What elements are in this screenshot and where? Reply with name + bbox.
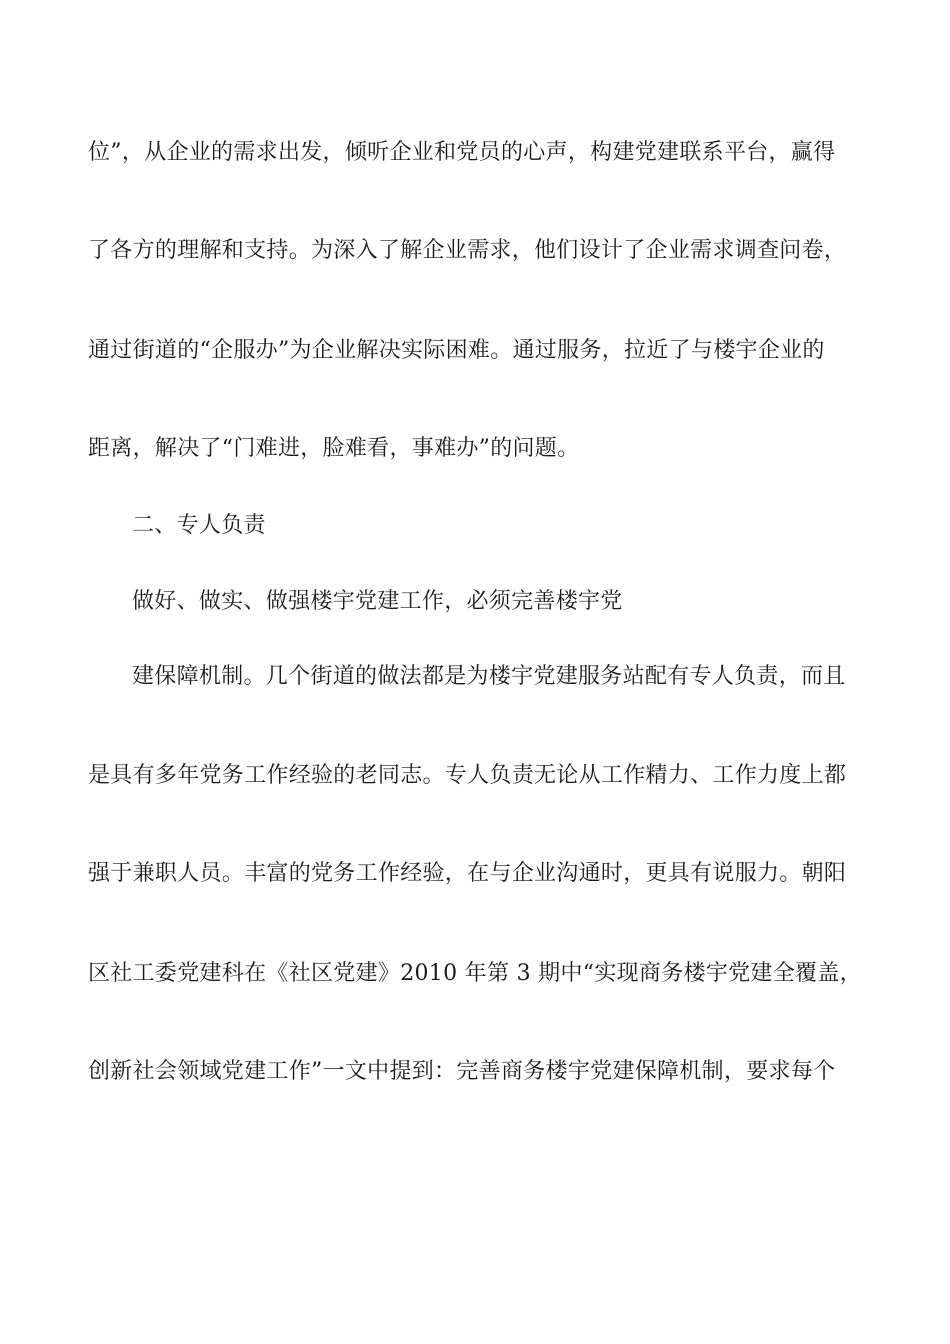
paragraph-line: 是具有多年党务工作经验的老同志。专人负责无论从工作精力、工作力度上都	[88, 763, 847, 788]
paragraph-line: 建保障机制。几个街道的做法都是为楼宇党建服务站配有专人负责，而且	[132, 664, 846, 689]
paragraph-line: 创新社会领域党建工作”一文中提到：完善商务楼宇党建保障机制，要求每个	[88, 1059, 836, 1084]
paragraph-line: 位”，从企业的需求出发，倾听企业和党员的心声，构建党建联系平台，赢得	[88, 140, 836, 165]
section-heading: 二、专人负责	[132, 513, 266, 538]
paragraph-line: 通过街道的“企服办”为企业解决实际困难。通过服务，拉近了与楼宇企业的	[88, 338, 825, 363]
paragraph-line: 了各方的理解和支持。为深入了解企业需求，他们设计了企业需求调查问卷，	[88, 238, 847, 263]
paragraph-line: 做好、做实、做强楼宇党建工作，必须完善楼宇党	[132, 589, 623, 614]
paragraph-line: 距离，解决了“门难进，脸难看，事难办”的问题。	[88, 436, 580, 461]
paragraph-line: 强于兼职人员。丰富的党务工作经验，在与企业沟通时，更具有说服力。朝阳	[88, 861, 847, 886]
paragraph-line: 区社工委党建科在《社区党建》2010 年第 3 期中“实现商务楼宇党建全覆盖，	[88, 961, 862, 986]
